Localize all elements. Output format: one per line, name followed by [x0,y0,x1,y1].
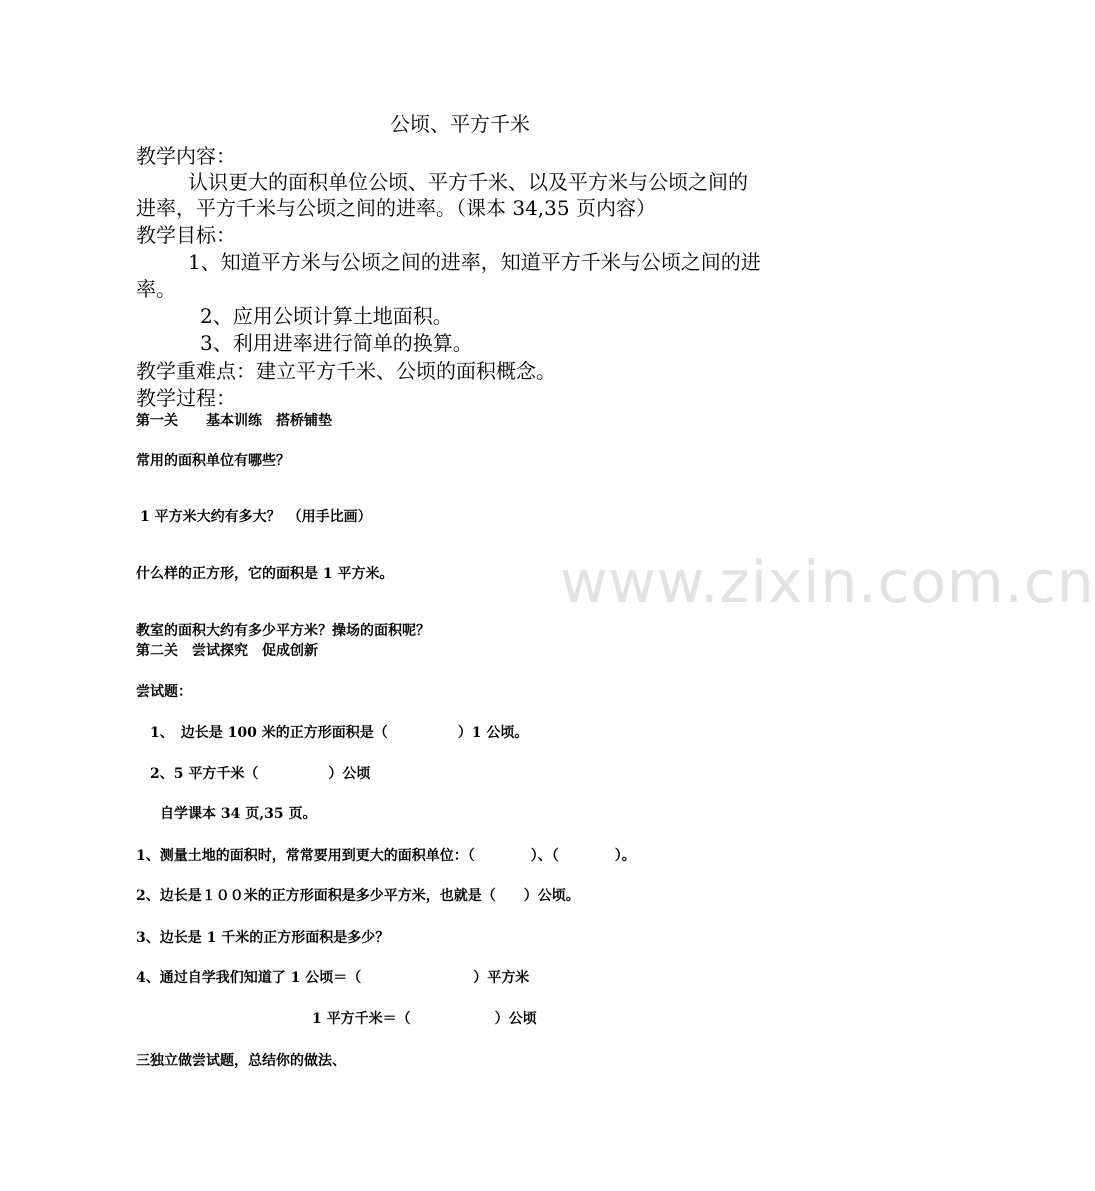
stage-1-heading: 第一关 基本训练 搭桥铺垫 [136,413,332,429]
stage-2-heading: 第二关 尝试探究 促成创新 [136,643,318,659]
goal-1-line-1: 1、知道平方米与公顷之间的进率，知道平方千米与公顷之间的进 [188,250,761,274]
goal-2: 2、应用公顷计算土地面积。 [200,304,453,328]
trial-heading: 尝试题： [136,684,192,700]
stage-3-heading: 三独立做尝试题，总结你的做法、 [136,1053,346,1069]
goal-3: 3、利用进率进行简单的换算。 [200,331,473,355]
study-item-1: 1、测量土地的面积时，常常要用到更大的面积单位：（ ）、（ ）。 [136,848,636,864]
document-title: 公顷、平方千米 [390,112,530,136]
content-heading: 教学内容： [136,144,236,168]
trial-item-1: 1、 边长是 100 米的正方形面积是（ ）1 公顷。 [150,725,529,741]
trial-item-2: 2、5 平方千米（ ）公顷 [150,766,371,782]
stage-1-question-1: 常用的面积单位有哪些？ [136,453,290,469]
stage-1-question-2: 1 平方米大约有多大？ （用手比画） [140,509,372,525]
study-item-5: 1 平方千米＝（ ）公顷 [312,1011,537,1027]
key-points: 教学重难点：建立平方千米、公顷的面积概念。 [136,359,556,383]
process-heading: 教学过程： [136,386,236,410]
goals-heading: 教学目标： [136,223,236,247]
content-body-line-1: 认识更大的面积单位公顷、平方千米、以及平方米与公顷之间的 [188,170,748,194]
self-study-note: 自学课本 34 页,35 页。 [160,806,317,822]
goal-1-line-2: 率。 [136,277,176,301]
study-item-2: 2、边长是１００米的正方形面积是多少平方米，也就是（ ）公顷。 [136,888,580,904]
content-body-line-2: 进率，平方千米与公顷之间的进率。（课本 34,35 页内容） [136,196,656,220]
study-item-3: 3、边长是 1 千米的正方形面积是多少？ [136,930,390,946]
watermark: www.zixin.com.cn [560,548,1095,616]
stage-1-question-3: 什么样的正方形，它的面积是 1 平方米。 [136,566,394,582]
study-item-4: 4、通过自学我们知道了 1 公顷＝（ ）平方米 [136,970,530,986]
stage-1-question-4: 教室的面积大约有多少平方米？操场的面积呢？ [136,623,430,639]
